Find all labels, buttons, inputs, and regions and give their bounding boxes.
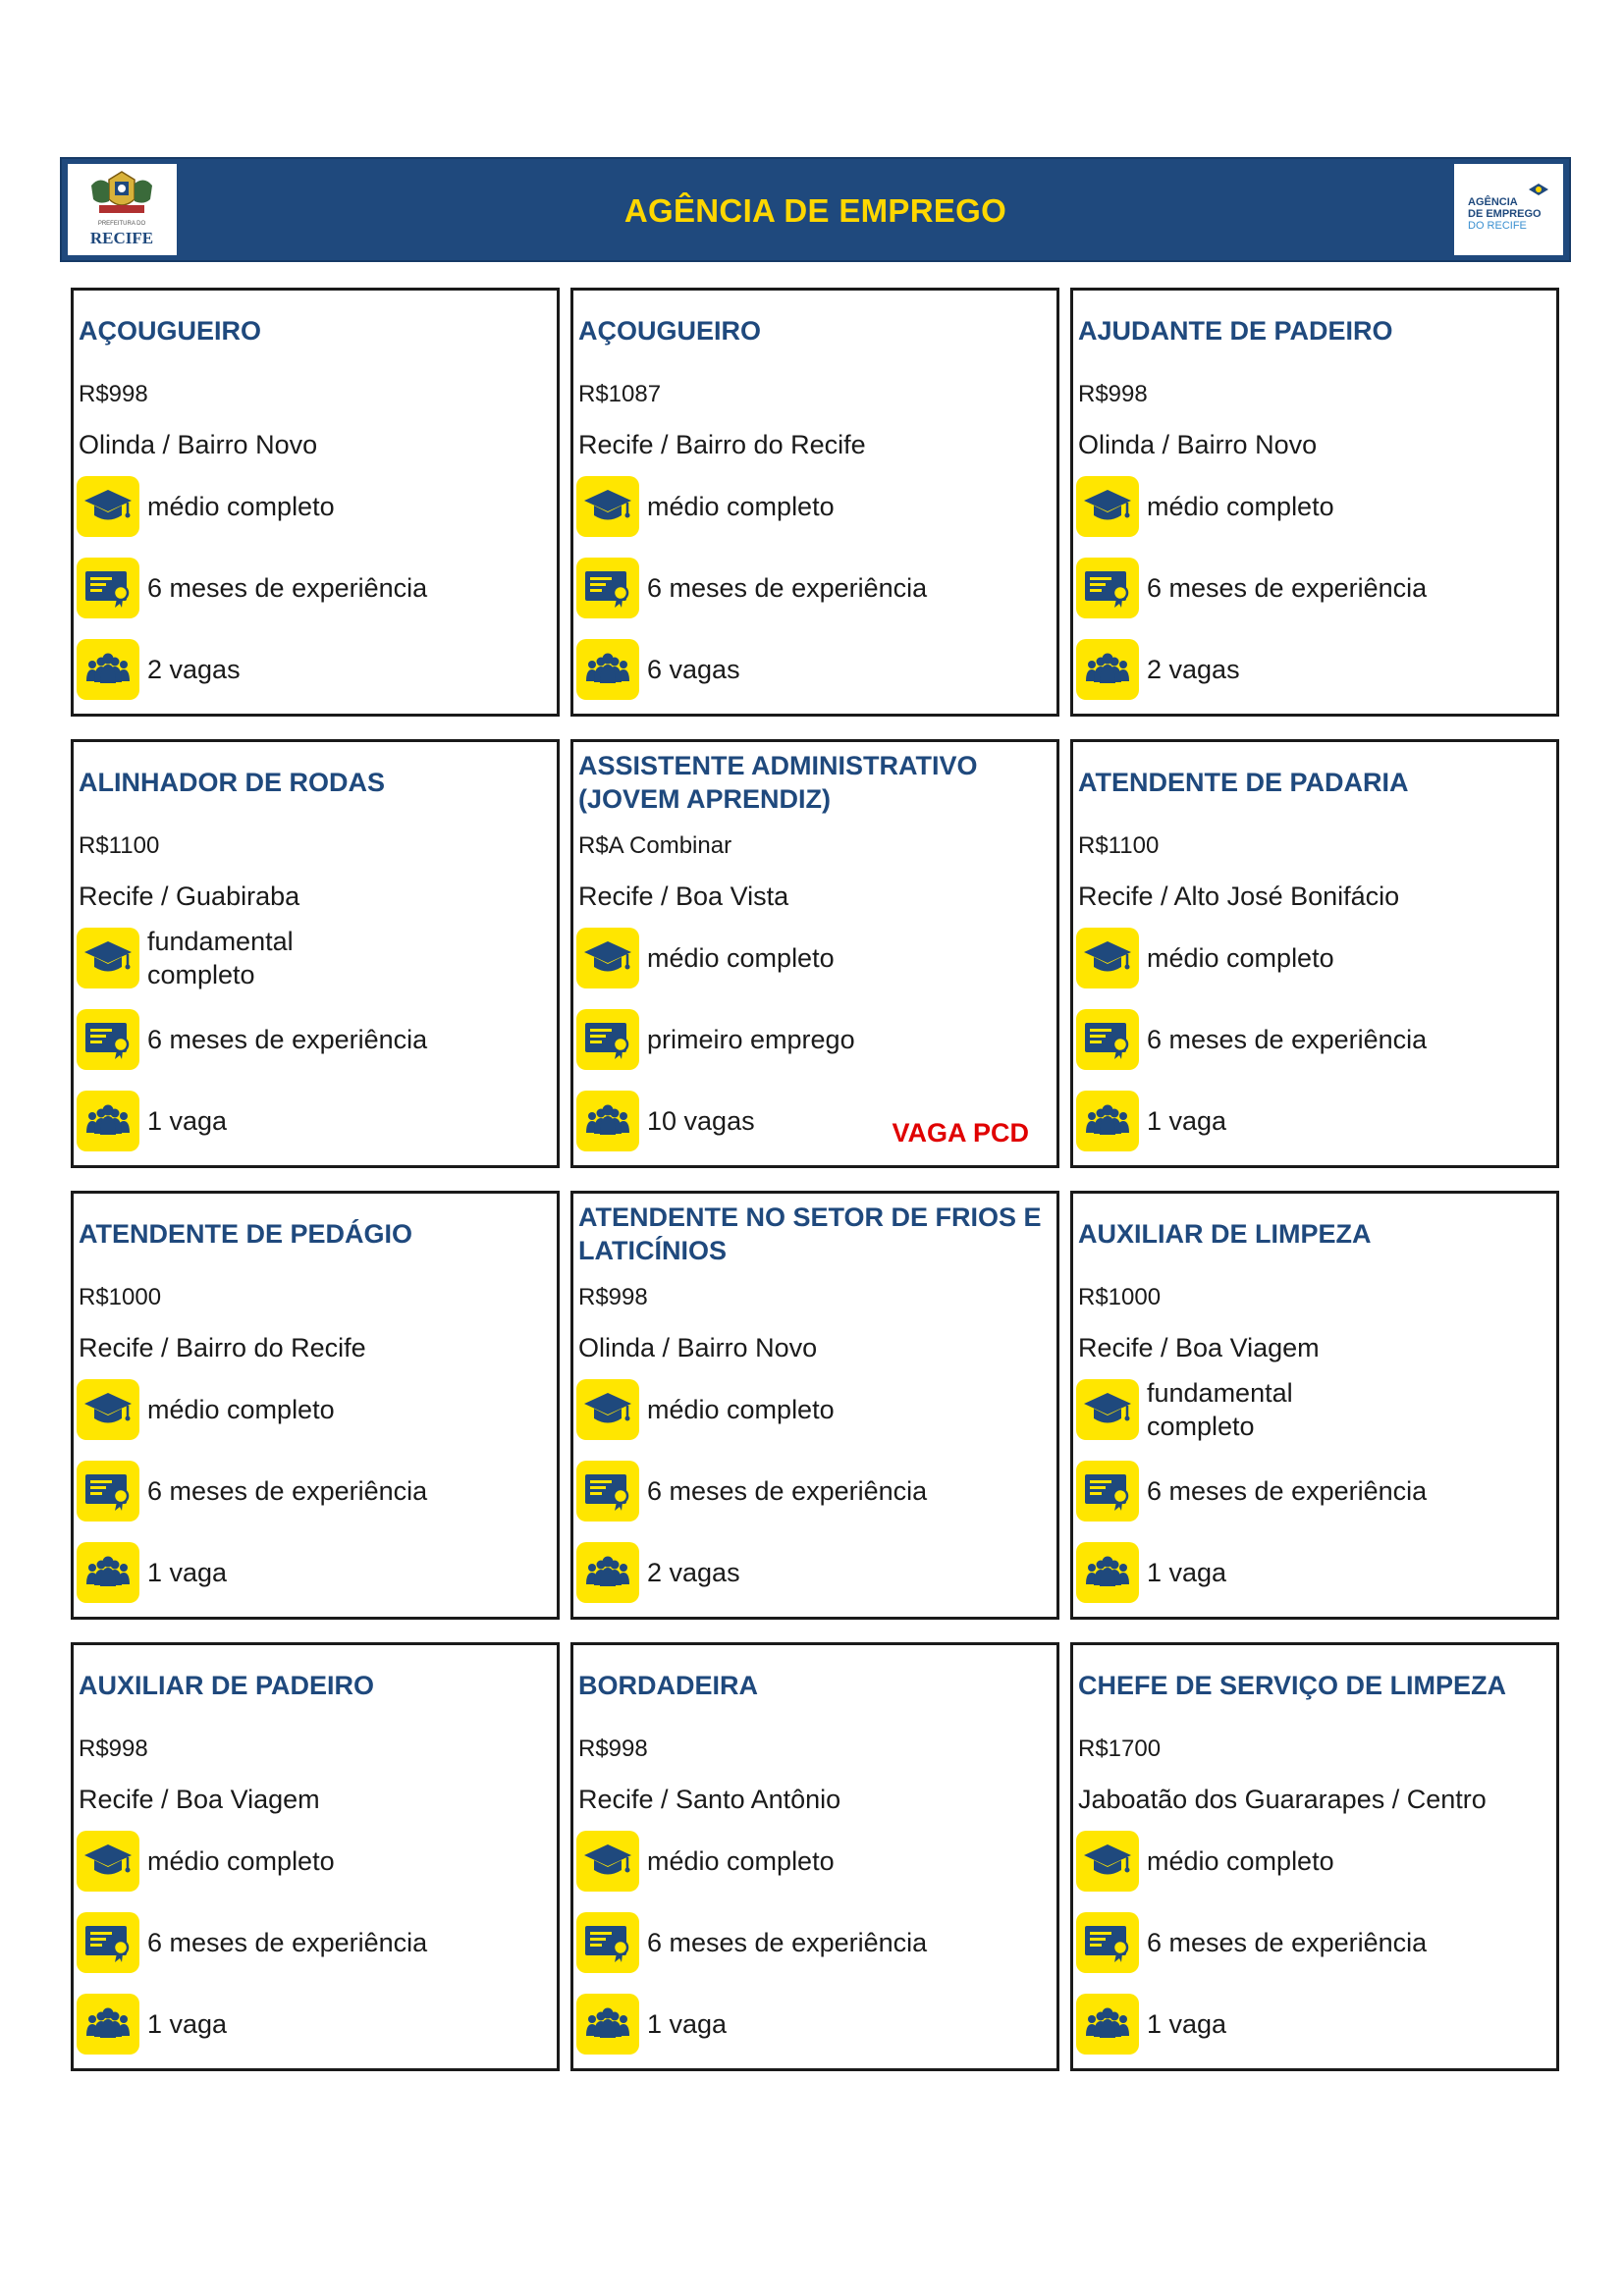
job-card[interactable] — [1070, 1642, 1559, 2071]
graduation-cap-icon — [77, 1379, 139, 1440]
education-requirement: médio completo — [1147, 943, 1334, 973]
vacancies-row — [576, 638, 1051, 701]
job-salary: R$998 — [79, 1735, 148, 1762]
job-salary: R$998 — [578, 1735, 648, 1762]
people-group-icon — [77, 1994, 139, 2055]
job-location: Jaboatão dos Guararapes / Centro — [1078, 1785, 1487, 1814]
job-card[interactable] — [570, 1642, 1059, 2071]
experience-row — [77, 557, 551, 619]
experience-requirement: 6 meses de experiência — [1147, 1025, 1428, 1054]
certificate-icon — [1076, 1912, 1139, 1973]
education-requirement: médio completo — [147, 1846, 335, 1876]
experience-requirement: 6 meses de experiência — [647, 1476, 928, 1506]
vacancies-row — [77, 1090, 551, 1152]
certificate-icon — [77, 1009, 139, 1070]
job-title: BORDADEIRA — [578, 1671, 759, 1700]
education-row — [77, 1830, 551, 1893]
svg-text:DE EMPREGO: DE EMPREGO — [1468, 208, 1542, 220]
vacancy-count: 1 vaga — [1147, 1106, 1227, 1136]
certificate-icon — [576, 1912, 639, 1973]
job-title: AÇOUGUEIRO — [79, 316, 262, 346]
vacancies-row — [576, 1993, 1051, 2056]
job-card[interactable] — [71, 739, 560, 1168]
graduation-cap-icon — [576, 1831, 639, 1892]
job-title: ALINHADOR DE RODAS — [79, 768, 386, 797]
people-group-icon — [1076, 639, 1139, 700]
graduation-cap-icon — [576, 476, 639, 537]
job-card[interactable] — [1070, 288, 1559, 717]
certificate-icon — [1076, 1461, 1139, 1522]
certificate-icon — [77, 1912, 139, 1973]
job-location: Recife / Bairro do Recife — [79, 1333, 366, 1362]
education-requirement: médio completo — [1147, 492, 1334, 521]
people-group-icon — [77, 1091, 139, 1151]
svg-text:RECIFE: RECIFE — [89, 229, 154, 247]
job-title: AUXILIAR DE PADEIRO — [79, 1671, 375, 1700]
certificate-icon — [1076, 558, 1139, 618]
education-requirement: fundamental completo — [1147, 1378, 1293, 1441]
education-row — [576, 1378, 1051, 1441]
pcd-badge: VAGA PCD — [892, 1118, 1029, 1148]
education-requirement: médio completo — [647, 943, 835, 973]
job-salary: R$1000 — [79, 1284, 162, 1310]
job-title: AJUDANTE DE PADEIRO — [1078, 316, 1393, 346]
experience-requirement: primeiro emprego — [647, 1025, 855, 1054]
job-location: Recife / Alto José Bonifácio — [1078, 881, 1400, 911]
vacancies-row — [77, 638, 551, 701]
education-requirement: médio completo — [147, 1395, 335, 1424]
job-card[interactable] — [1070, 739, 1559, 1168]
job-title: ATENDENTE DE PEDÁGIO — [79, 1219, 413, 1249]
vacancy-count: 1 vaga — [647, 2009, 728, 2039]
education-requirement: médio completo — [647, 1846, 835, 1876]
job-salary: R$1700 — [1078, 1735, 1162, 1762]
job-salary: R$1100 — [1078, 832, 1160, 859]
experience-requirement: 6 meses de experiência — [147, 573, 428, 603]
experience-row — [1076, 1008, 1550, 1071]
certificate-icon — [1076, 1009, 1139, 1070]
vacancies-row — [576, 1541, 1051, 1604]
experience-row — [1076, 557, 1550, 619]
experience-requirement: 6 meses de experiência — [647, 573, 928, 603]
education-row — [576, 1830, 1051, 1893]
job-location: Olinda / Bairro Novo — [1078, 430, 1318, 459]
education-requirement: médio completo — [647, 492, 835, 521]
job-title: CHEFE DE SERVIÇO DE LIMPEZA — [1078, 1671, 1507, 1700]
job-salary: R$1100 — [79, 832, 160, 859]
job-salary: R$A Combinar — [578, 832, 732, 859]
people-group-icon — [576, 1091, 639, 1151]
experience-row — [77, 1911, 551, 1974]
job-title: ASSISTENTE ADMINISTRATIVO (JOVEM APRENDIZ) — [578, 751, 978, 814]
certificate-icon — [576, 1009, 639, 1070]
experience-row — [77, 1460, 551, 1522]
people-group-icon — [576, 1994, 639, 2055]
people-group-icon — [576, 639, 639, 700]
job-salary: R$998 — [578, 1284, 648, 1310]
job-card[interactable] — [570, 1191, 1059, 1620]
experience-row — [1076, 1460, 1550, 1522]
certificate-icon — [77, 1461, 139, 1522]
people-group-icon — [77, 1542, 139, 1603]
education-row — [576, 475, 1051, 538]
job-card[interactable] — [71, 1191, 560, 1620]
job-salary: R$998 — [79, 381, 148, 407]
education-row — [77, 475, 551, 538]
job-card[interactable] — [71, 288, 560, 717]
education-row — [1076, 1830, 1550, 1893]
vacancies-row — [1076, 1090, 1550, 1152]
graduation-cap-icon — [1076, 928, 1139, 988]
experience-requirement: 6 meses de experiência — [147, 1476, 428, 1506]
job-location: Recife / Guabiraba — [79, 881, 300, 911]
people-group-icon — [1076, 1542, 1139, 1603]
education-requirement: médio completo — [1147, 1846, 1334, 1876]
svg-text:AGÊNCIA: AGÊNCIA — [1468, 196, 1518, 208]
vacancies-row — [1076, 1993, 1550, 2056]
education-row — [1076, 475, 1550, 538]
job-title: AUXILIAR DE LIMPEZA — [1078, 1219, 1372, 1249]
vacancy-count: 1 vaga — [1147, 2009, 1227, 2039]
job-location: Olinda / Bairro Novo — [79, 430, 318, 459]
vacancies-row — [1076, 1541, 1550, 1604]
page-header — [60, 157, 1571, 262]
job-location: Olinda / Bairro Novo — [578, 1333, 818, 1362]
job-title: AÇOUGUEIRO — [578, 316, 762, 346]
vacancy-count: 2 vagas — [1147, 655, 1240, 684]
vacancy-count: 10 vagas — [647, 1106, 755, 1136]
people-group-icon — [1076, 1091, 1139, 1151]
svg-text:PREFEITURA DO: PREFEITURA DO — [97, 221, 146, 227]
education-row — [1076, 1378, 1550, 1441]
graduation-cap-icon — [1076, 1379, 1139, 1440]
people-group-icon — [576, 1542, 639, 1603]
job-location: Recife / Santo Antônio — [578, 1785, 841, 1814]
experience-requirement: 6 meses de experiência — [1147, 1476, 1428, 1506]
experience-row — [576, 557, 1051, 619]
vacancy-count: 2 vagas — [647, 1558, 740, 1587]
vacancy-count: 6 vagas — [647, 655, 740, 684]
certificate-icon — [576, 558, 639, 618]
vacancies-row — [77, 1993, 551, 2056]
experience-requirement: 6 meses de experiência — [147, 1025, 428, 1054]
graduation-cap-icon — [77, 1831, 139, 1892]
graduation-cap-icon — [77, 476, 139, 537]
job-card[interactable] — [570, 739, 1059, 1168]
vacancy-count: 1 vaga — [147, 2009, 228, 2039]
vacancy-count: 1 vaga — [147, 1106, 228, 1136]
people-group-icon — [77, 639, 139, 700]
education-row — [77, 1378, 551, 1441]
graduation-cap-icon — [1076, 1831, 1139, 1892]
vacancy-count: 1 vaga — [1147, 1558, 1227, 1587]
job-salary: R$1087 — [578, 381, 662, 407]
vacancies-row — [77, 1541, 551, 1604]
education-row — [576, 927, 1051, 989]
vacancy-count: 1 vaga — [147, 1558, 228, 1587]
experience-row — [576, 1460, 1051, 1522]
job-card[interactable] — [570, 288, 1059, 717]
job-location: Recife / Boa Viagem — [1078, 1333, 1320, 1362]
job-location: Recife / Bairro do Recife — [578, 430, 866, 459]
education-row — [77, 927, 551, 989]
experience-requirement: 6 meses de experiência — [647, 1928, 928, 1957]
job-salary: R$998 — [1078, 381, 1148, 407]
experience-row — [576, 1911, 1051, 1974]
job-title: ATENDENTE NO SETOR DE FRIOS E LATICÍNIOS — [578, 1202, 1042, 1265]
job-location: Recife / Boa Vista — [578, 881, 789, 911]
experience-requirement: 6 meses de experiência — [147, 1928, 428, 1957]
job-card[interactable] — [1070, 1191, 1559, 1620]
agencia-emprego-logo — [1454, 164, 1563, 255]
graduation-cap-icon — [576, 928, 639, 988]
experience-row — [1076, 1911, 1550, 1974]
job-salary: R$1000 — [1078, 1284, 1162, 1310]
page-title: AGÊNCIA DE EMPREGO — [623, 192, 1007, 229]
education-requirement: médio completo — [647, 1395, 835, 1424]
experience-row — [576, 1008, 1051, 1071]
education-requirement: médio completo — [147, 492, 335, 521]
experience-row — [77, 1008, 551, 1071]
job-title: ATENDENTE DE PADARIA — [1078, 768, 1409, 797]
graduation-cap-icon — [1076, 476, 1139, 537]
job-location: Recife / Boa Viagem — [79, 1785, 320, 1814]
experience-requirement: 6 meses de experiência — [1147, 573, 1428, 603]
experience-requirement: 6 meses de experiência — [1147, 1928, 1428, 1957]
certificate-icon — [77, 558, 139, 618]
certificate-icon — [576, 1461, 639, 1522]
vacancies-row — [1076, 638, 1550, 701]
job-card[interactable] — [71, 1642, 560, 2071]
education-row — [1076, 927, 1550, 989]
people-group-icon — [1076, 1994, 1139, 2055]
graduation-cap-icon — [77, 928, 139, 988]
graduation-cap-icon — [576, 1379, 639, 1440]
svg-text:DO RECIFE: DO RECIFE — [1468, 220, 1527, 232]
education-requirement: fundamental completo — [147, 927, 294, 989]
vacancy-count: 2 vagas — [147, 655, 241, 684]
